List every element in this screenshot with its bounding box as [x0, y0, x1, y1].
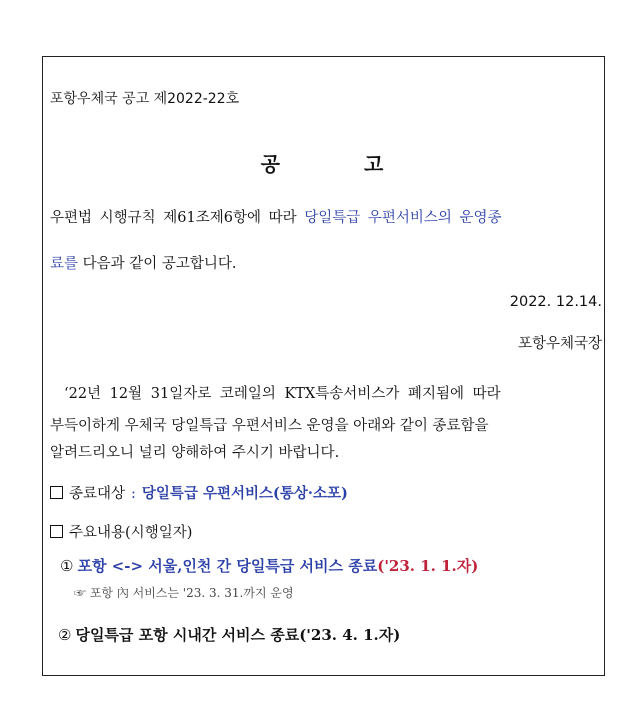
title-char-2: 고 [364, 152, 384, 176]
section-target [50, 482, 348, 503]
intro-highlight-a: 당일특급 우편서비스의 운영종 [304, 210, 502, 226]
notice-date: 2022. 12.14. [509, 294, 602, 310]
body-line-1: ‘22년 12월 31일자로 코레일의 KTX특송서비스가 폐지됨에 따라 [64, 386, 501, 402]
intro-highlight-b: 료를 [50, 256, 79, 272]
item-1-date: ('23. 1. 1.자) [377, 557, 479, 575]
title-char-1: 공 [260, 152, 280, 176]
section-target-label: 종료대상 [69, 486, 126, 502]
item-1 [60, 555, 478, 576]
checkbox-icon [50, 525, 63, 538]
section-target-value: 당일특급 우편서비스(통상·소포) [141, 485, 348, 502]
intro-line-1 [50, 206, 502, 227]
item-2-marker: ② [58, 626, 72, 644]
body-line-3: 알려드리오니 널리 양해하여 주시기 바랍니다. [50, 445, 340, 461]
section-target-colon: : [131, 486, 136, 502]
notice-signer: 포항우체국장 [517, 336, 602, 352]
intro-line-2 [50, 252, 237, 273]
item-2 [58, 624, 400, 645]
body-line-2: 부득이하게 우체국 당일특급 우편서비스 운영을 아래와 같이 종료함을 [50, 418, 489, 434]
notice-title [0, 148, 644, 177]
section-main [50, 521, 192, 542]
item-1-text: 포항 <-> 서울,인천 간 당일특급 서비스 종료 [77, 557, 378, 575]
notice-number: 포항우체국 공고 제2022-22호 [50, 91, 240, 107]
checkbox-icon [50, 486, 63, 499]
item-1-note: ☞ 포항 內 서비스는 '23. 3. 31.까지 운영 [74, 586, 294, 600]
item-2-text: 당일특급 포항 시내간 서비스 종료('23. 4. 1.자) [75, 626, 401, 644]
item-1-marker: ① [60, 557, 74, 575]
section-main-label: 주요내용(시행일자) [69, 525, 193, 541]
intro-text-b: 다음과 같이 공고합니다. [78, 256, 237, 272]
intro-text-a: 우편법 시행규칙 제61조제6항에 따라 [50, 210, 305, 226]
